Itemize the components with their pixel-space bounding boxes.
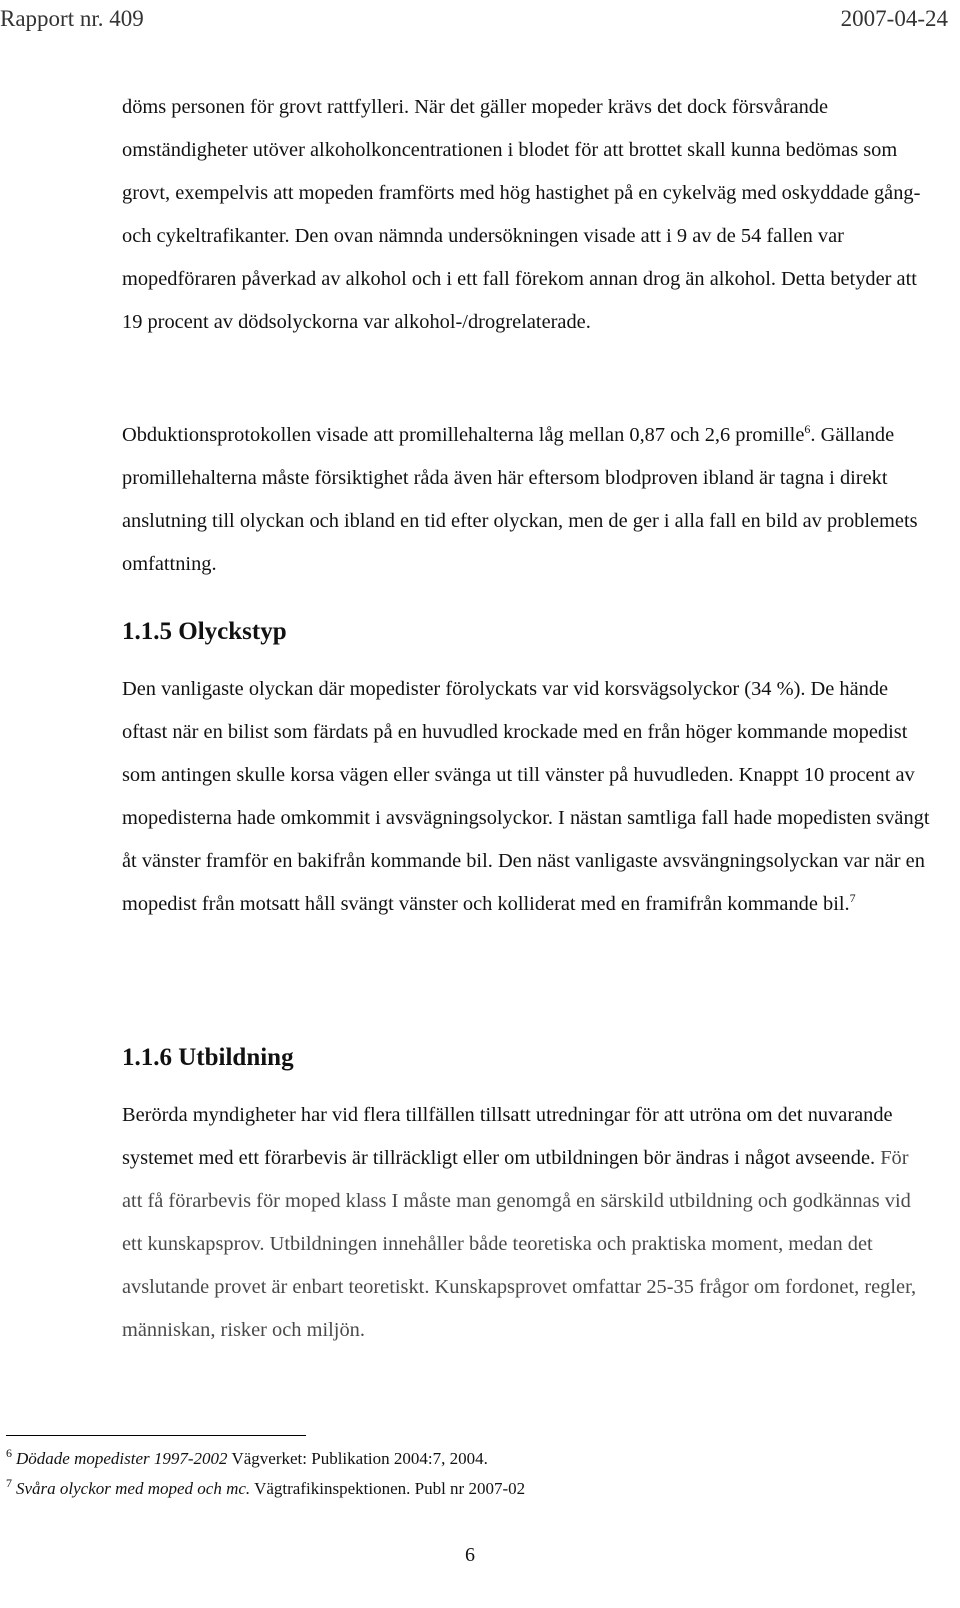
footnote-6	[6, 1448, 488, 1471]
paragraph-education	[122, 1094, 932, 1352]
section-heading-olyckstyp: 1.1.5 Olyckstyp	[122, 618, 287, 645]
paragraph-text: döms personen för grovt rattfylleri. När det gäller mopeder krävs det dock försvårande omständigheter utöver alkoholkoncentrationen i blodet för att brottet skall kunna bedömas som grovt, exempelvis att mopeden framförts med hög hastighet på en cykelväg med oskyddade gång- och cykeltrafikanter. Den ovan nämnda undersökningen visade att i 9 av de 54 fallen var mopedföraren påverkad av alkohol och i ett fall förekom annan drog än alkohol. Detta betyder att 19 procent av dödsolyckorna var alkohol-/drogrelaterade.	[122, 96, 921, 333]
footnote-title: Svåra olyckor med moped och mc.	[16, 1479, 251, 1498]
footnote-marker: 6	[6, 1446, 12, 1460]
paragraph-autopsy	[122, 414, 932, 586]
footnote-source: Vägverket: Publikation 2004:7, 2004.	[227, 1449, 488, 1468]
page-number: 6	[465, 1544, 475, 1566]
paragraph-text-cont: . Gällande promillehalterna måste försiktighet råda även här eftersom blodproven ibland är tagna i direkt anslutning till olyckan och ibland en tid efter olyckan, men de ger i alla fall en bild av problemets omfattning.	[122, 424, 918, 575]
paragraph-text: Obduktionsprotokollen visade att promillehalterna låg mellan 0,87 och 2,6 promille	[122, 424, 805, 446]
footnote-7	[6, 1478, 525, 1501]
header-date: 2007-04-24	[840, 6, 948, 31]
footnote-divider	[6, 1435, 306, 1436]
header-report-number: Rapport nr. 409	[0, 6, 144, 31]
paragraph-text-gray: För att få förarbevis för moped klass I måste man genomgå en särskild utbildning och godkännas vid ett kunskapsprov. Utbildningen innehåller både teoretiska och praktiska moment, medan det avslutande provet är enbart teoretiskt. Kunskapsprovet omfattar 25-35 frågor om fordonet, regler, människan, risker och miljön.	[122, 1147, 917, 1341]
paragraph-text: Berörda myndigheter har vid flera tillfällen tillsatt utredningar för att utröna om det nuvarande systemet med ett förarbevis är tillräckligt eller om utbildningen bör ändras i något avseende.	[122, 1104, 893, 1169]
section-heading-utbildning: 1.1.6 Utbildning	[122, 1044, 294, 1071]
paragraph-text: Den vanligaste olyckan där mopedister förolyckats var vid korsvägsolyckor (34 %). De hände oftast när en bilist som färdats på en huvudled krockade med en från höger kommande mopedist som antingen skulle korsa vägen eller svänga ut till vänster på huvudleden. Knappt 10 procent av mopedisterna hade omkommit i avsvägningsolyckor. I nästan samtliga fall hade mopedisten svängt åt vänster framför en bakifrån kommande bil. Den näst vanligaste avsvängningsolyckan var när en mopedist från motsatt håll svängt vänster och kolliderat med en framifrån kommande bil.	[122, 678, 930, 915]
footnote-marker: 7	[6, 1476, 12, 1490]
paragraph-alcohol	[122, 86, 932, 344]
paragraph-accident-type	[122, 668, 932, 926]
footnote-ref-6[interactable]: 6	[804, 422, 811, 437]
footnote-ref-7[interactable]: 7	[849, 891, 856, 906]
footnote-title: Dödade mopedister 1997-2002	[16, 1449, 228, 1468]
footnote-source: Vägtrafikinspektionen. Publ nr 2007-02	[250, 1479, 526, 1498]
